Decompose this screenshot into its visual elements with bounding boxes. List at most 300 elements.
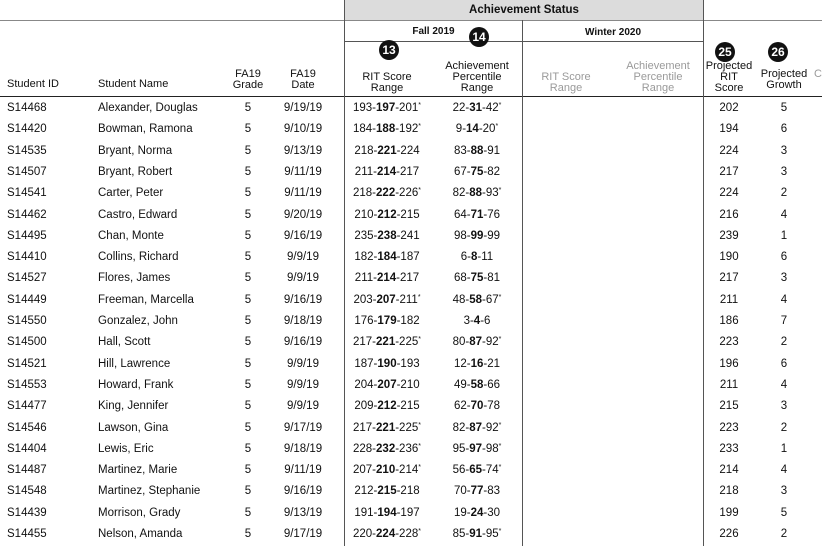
percentile-range-cell-high: -74 [482,464,499,476]
student-id-cell: S14404 [7,443,47,455]
percentile-range-cell-high: -78 [483,400,501,412]
rit-range-cell-mid: 212 [377,400,397,412]
percentile-range-cell-low: 6- [460,251,472,263]
projected-growth-cell: 2 [780,422,788,434]
col-winter-rit-range [526,72,606,94]
rit-range-cell-mid: 207 [377,379,397,391]
rit-range-cell-mid: 214 [376,166,397,178]
rit-range-cell-high: -241 [396,230,420,242]
rit-range-cell-high: -218 [396,485,420,497]
grade-cell: 5 [244,443,252,455]
col-fall-rit-line2: Range [370,82,404,94]
col-student-name: Student Name [98,78,169,90]
rit-range-cell-high: -192 [395,123,419,135]
student-id-cell: S14527 [7,272,47,284]
percentile-range-cell-mid: 71 [470,209,484,221]
percentile-range-cell-low: 64- [453,209,471,221]
col-fall-pct-range [435,61,519,94]
percentile-range-cell-flag: * [498,422,502,429]
percentile-range-cell-low: 82- [452,422,470,434]
percentile-range-cell-mid: 75 [470,166,484,178]
student-name-cell: Howard, Frank [98,379,174,391]
percentile-range-cell-low: 68- [453,272,471,284]
projected-growth-cell: 2 [780,528,788,540]
rit-range-cell-low: 217- [353,336,377,348]
rit-range-cell-mid: 212 [377,209,397,221]
percentile-range-cell-mid: 99 [470,230,484,242]
percentile-range-cell-high: -91 [483,145,501,157]
rit-range-cell-high: -225 [395,336,419,348]
percentile-range-cell-low: 80- [452,336,470,348]
projected-rit-cell: 233 [719,443,739,455]
student-id-cell: S14541 [7,187,47,199]
student-id-cell: S14500 [7,336,47,348]
date-cell: 9/13/19 [283,507,323,519]
col-fall-pct-line2: Percentile [452,71,502,83]
rit-range-cell-high: -215 [396,400,420,412]
student-name-cell: Hall, Scott [98,336,151,348]
rit-range-cell-mid: 238 [377,230,397,242]
term-divider-line [345,41,703,42]
date-cell: 9/18/19 [283,315,323,327]
student-name-cell: Gonzalez, John [98,315,178,327]
grade-cell: 5 [244,336,252,348]
grade-cell: 5 [244,485,252,497]
rit-range-cell-low: 184- [353,123,377,135]
projected-growth-cell: 3 [780,272,788,284]
col-grade-line2: Grade [232,79,264,91]
projected-rit-cell: 224 [719,145,739,157]
rit-range-cell [347,463,427,477]
grade-cell: 5 [244,358,252,370]
percentile-range-cell-mid: 88 [470,145,484,157]
projected-growth-cell: 6 [780,358,788,370]
rit-range-cell-low: 211- [354,166,377,178]
percentile-range-cell-flag: * [495,123,499,130]
projected-rit-cell: 190 [719,251,739,263]
student-name-cell: Bryant, Robert [98,166,173,178]
date-cell: 9/9/19 [287,272,319,284]
projected-rit-cell: 211 [719,294,739,306]
percentile-range-cell-high: -82 [483,166,501,178]
student-id-cell: S14487 [7,464,47,476]
col-projected-rit [704,61,754,94]
achievement-status-title: Achievement Status [469,4,579,16]
percentile-range-cell-flag: * [498,528,502,535]
rit-range-cell-flag: * [418,102,421,109]
rit-range-cell-low: 220- [353,528,377,540]
rit-range-cell-high: -197 [396,507,420,519]
student-id-cell: S14462 [7,209,47,221]
student-id-cell: S14521 [7,358,47,370]
percentile-range-cell-mid: 77 [470,485,484,497]
grade-cell: 5 [244,528,252,540]
badge-25: 25 [715,42,735,62]
date-cell: 9/16/19 [283,485,323,497]
date-cell: 9/19/19 [283,102,323,114]
date-cell: 9/10/19 [283,123,323,135]
student-name-cell: Martinez, Marie [98,464,178,476]
student-name-cell: Martinez, Stephanie [98,485,201,497]
rit-range-cell-high: -228 [395,528,419,540]
rit-range-cell-mid: 232 [376,443,396,455]
percentile-range-cell-low: 83- [453,145,471,157]
student-id-cell: S14449 [7,294,47,306]
col-cutoff-letter: C [814,68,822,80]
projected-rit-cell: 196 [719,358,739,370]
date-cell: 9/9/19 [287,400,319,412]
percentile-range-cell-flag: * [498,187,502,194]
rit-range-cell-flag: * [417,294,421,301]
percentile-range-cell-flag: * [498,294,502,301]
rit-range-cell [347,144,427,158]
student-name-cell: Bowman, Ramona [98,123,193,135]
rit-range-cell-high: -226 [395,187,419,199]
rit-range-cell [347,271,427,285]
rit-range-cell-high: -224 [396,145,420,157]
percentile-range-cell-low: 82- [452,187,470,199]
rit-range-cell-low: 212- [354,485,378,497]
student-id-cell: S14546 [7,422,47,434]
percentile-range-cell-high: -21 [483,358,501,370]
projected-rit-cell: 226 [719,528,739,540]
percentile-range-cell-high: -66 [483,379,501,391]
fall-winter-divider [522,20,523,546]
percentile-range-cell-high: -95 [482,528,499,540]
student-name-cell: Nelson, Amanda [98,528,183,540]
percentile-range-cell-high: -11 [477,251,494,263]
rit-range-cell-mid: 214 [376,272,397,284]
student-id-cell: S14420 [7,123,47,135]
student-name-cell: Collins, Richard [98,251,179,263]
percentile-range-cell-mid: 87 [469,422,483,434]
rit-range-cell [347,293,427,307]
col-fall-pct-line1: Achievement [445,60,509,72]
projected-growth-cell: 1 [780,443,788,455]
col-grade-line1: FA19 [235,68,261,80]
student-id-cell: S14548 [7,485,47,497]
percentile-range-cell [435,314,519,328]
student-id-cell: S14495 [7,230,47,242]
date-cell: 9/16/19 [283,294,323,306]
rit-range-cell-high: -217 [396,272,420,284]
student-name-cell: Bryant, Norma [98,145,173,157]
percentile-range-cell-mid: 87 [469,336,483,348]
date-cell: 9/9/19 [287,379,319,391]
grade-cell: 5 [244,294,252,306]
col-projected-growth [758,69,810,91]
rit-range-cell [347,335,427,349]
rit-range-cell [347,314,427,328]
col-proj-growth-line1: Projected [760,68,808,80]
rit-range-cell-flag: * [418,187,421,194]
percentile-range-cell [435,484,519,498]
rit-range-cell-low: 217- [353,422,377,434]
percentile-range-cell [435,165,519,179]
percentile-range-cell-mid: 24 [470,507,484,519]
projected-rit-cell: 194 [719,123,739,135]
grade-cell: 5 [244,507,252,519]
rit-range-cell-mid: 188 [376,123,396,135]
rit-range-cell [347,399,427,413]
rit-range-cell [347,357,427,371]
rit-range-cell [347,101,427,115]
date-cell: 9/16/19 [283,230,323,242]
student-name-cell: Castro, Edward [98,209,178,221]
col-fall-pct-line3: Range [460,82,494,94]
rit-range-cell [347,208,427,222]
col-fa19-date [281,69,325,91]
header-bottom-line [0,96,822,97]
percentile-range-cell-low: 22- [452,102,470,114]
projected-growth-cell: 1 [780,230,788,242]
rit-range-cell-flag: * [418,336,421,343]
header-top-line [0,20,822,21]
percentile-range-cell-mid: 4 [473,315,481,327]
percentile-range-cell-low: 48- [452,294,470,306]
date-cell: 9/17/19 [283,528,323,540]
percentile-range-cell-mid: 16 [470,358,484,370]
percentile-range-cell-low: 70- [453,485,471,497]
student-id-cell: S14455 [7,528,47,540]
percentile-range-cell [435,186,519,200]
col-winter-rit-line2: Range [549,82,583,94]
projected-growth-cell: 6 [780,123,788,135]
percentile-range-cell-low: 98- [453,230,471,242]
rit-range-cell-low: 191- [354,507,378,519]
projected-rit-cell: 211 [719,379,739,391]
grade-cell: 5 [244,422,252,434]
col-fall-rit-line1: RIT Score [362,71,412,83]
projected-rit-cell: 217 [719,166,739,178]
projected-rit-cell: 239 [719,230,739,242]
percentile-range-cell-high: -42 [482,102,499,114]
projected-growth-cell: 4 [780,294,788,306]
percentile-range-cell [435,399,519,413]
col-student-id: Student ID [7,78,59,90]
grade-cell: 5 [244,145,252,157]
col-winter-pct-range [616,61,700,94]
rit-range-cell-high: -214 [395,464,419,476]
rit-range-cell [347,506,427,520]
student-id-cell: S14550 [7,315,47,327]
grade-cell: 5 [244,102,252,114]
percentile-range-cell-high: -92 [482,336,499,348]
rit-range-cell [347,250,427,264]
rit-range-cell-mid: 179 [377,315,397,327]
col-fall-rit-range [347,72,427,94]
projected-growth-cell: 2 [780,187,788,199]
percentile-range-cell-mid: 97 [469,443,483,455]
col-date-line1: FA19 [290,68,316,80]
projected-rit-cell: 224 [719,187,739,199]
percentile-range-cell-mid: 91 [469,528,483,540]
projected-rit-cell: 214 [719,464,739,476]
projected-rit-cell: 223 [719,422,739,434]
rit-range-cell-mid: 222 [376,187,396,199]
rit-range-cell-mid: 194 [377,507,397,519]
date-cell: 9/18/19 [283,443,323,455]
percentile-range-cell-mid: 70 [470,400,484,412]
projected-growth-cell: 5 [780,102,788,114]
student-name-cell: Alexander, Douglas [98,102,198,114]
rit-range-cell-mid: 221 [377,145,397,157]
rit-range-cell-mid: 215 [377,485,397,497]
projected-rit-cell: 223 [719,336,739,348]
col-winter-rit-line1: RIT Score [541,71,591,83]
projected-growth-cell: 7 [780,315,788,327]
student-name-cell: King, Jennifer [98,400,169,412]
date-cell: 9/17/19 [283,422,323,434]
student-id-cell: S14468 [7,102,47,114]
grade-cell: 5 [244,315,252,327]
student-name-cell: Carter, Peter [98,187,164,199]
rit-range-cell-mid: 190 [377,358,397,370]
percentile-range-cell [435,122,519,136]
percentile-range-cell-high: -20 [478,123,496,135]
percentile-range-cell [435,208,519,222]
rit-range-cell-low: 176- [354,315,378,327]
rit-range-cell-low: 235- [354,230,378,242]
badge-26: 26 [768,42,788,62]
date-cell: 9/11/19 [284,187,322,199]
rit-range-cell-high: -182 [396,315,420,327]
percentile-range-cell-high: -98 [482,443,499,455]
rit-range-cell-low: 182- [354,251,378,263]
rit-range-cell-flag: * [418,123,421,130]
rit-range-cell-flag: * [418,528,421,535]
rit-range-cell-mid: 224 [376,528,396,540]
student-id-cell: S14439 [7,507,47,519]
rit-range-cell-high: -210 [396,379,420,391]
rit-range-cell-low: 211- [354,272,377,284]
fall-2019-label: Fall 2019 [412,26,455,37]
percentile-range-cell-high: -93 [482,187,499,199]
percentile-range-cell [435,527,519,541]
projected-growth-cell: 3 [780,485,788,497]
student-id-cell: S14507 [7,166,47,178]
percentile-range-cell [435,506,519,520]
rit-range-cell-high: -193 [396,358,420,370]
projected-growth-cell: 5 [780,507,788,519]
percentile-range-cell-low: 19- [453,507,471,519]
rit-range-cell-high: -201 [395,102,419,114]
grade-cell: 5 [244,209,252,221]
date-cell: 9/11/19 [284,464,322,476]
date-cell: 9/16/19 [283,336,323,348]
rit-range-cell-mid: 184 [377,251,397,263]
projected-rit-cell: 218 [719,485,739,497]
percentile-range-cell [435,293,519,307]
rit-range-cell-high: -187 [396,251,420,263]
rit-range-cell [347,229,427,243]
rit-range-cell-high: -211 [395,294,418,306]
rit-range-cell-low: 187- [354,358,378,370]
rit-range-cell [347,421,427,435]
rit-range-cell-low: 204- [354,379,378,391]
rit-range-cell-mid: 221 [376,422,396,434]
rit-range-cell-flag: * [418,422,421,429]
rit-range-cell [347,378,427,392]
projected-rit-cell: 216 [719,209,739,221]
projected-rit-cell: 202 [719,102,739,114]
percentile-range-cell-mid: 88 [469,187,483,199]
percentile-range-cell-high: -6 [480,315,491,327]
percentile-range-cell-mid: 14 [466,123,479,135]
grade-cell: 5 [244,464,252,476]
percentile-range-cell-flag: * [498,464,502,471]
percentile-range-cell-low: 3- [463,315,474,327]
rit-range-cell-low: 218- [354,145,378,157]
percentile-range-cell-flag: * [498,336,502,343]
percentile-range-cell-low: 85- [452,528,470,540]
percentile-range-cell-high: -81 [483,272,501,284]
col-winter-pct-line1: Achievement [626,60,690,72]
percentile-range-cell-high: -30 [483,507,501,519]
rit-range-cell-flag: * [418,443,421,450]
col-winter-pct-line2: Percentile [633,71,683,83]
grade-cell: 5 [244,251,252,263]
percentile-range-cell-high: -76 [483,209,501,221]
percentile-range-cell [435,250,519,264]
student-name-cell: Morrison, Grady [98,507,181,519]
rit-range-cell [347,527,427,541]
student-name-cell: Freeman, Marcella [98,294,194,306]
rit-range-cell-low: 218- [353,187,377,199]
rit-range-cell [347,484,427,498]
percentile-range-cell-mid: 8 [471,251,478,263]
percentile-range-cell [435,229,519,243]
rit-range-cell-low: 203- [353,294,377,306]
rit-range-cell [347,122,427,136]
projected-growth-cell: 3 [780,166,788,178]
projected-rit-cell: 186 [719,315,739,327]
percentile-range-cell [435,463,519,477]
projected-rit-cell: 215 [719,400,739,412]
grade-cell: 5 [244,379,252,391]
student-name-cell: Flores, James [98,272,171,284]
percentile-range-cell-low: 62- [453,400,471,412]
student-name-cell: Hill, Lawrence [98,358,171,370]
rit-range-cell-high: -225 [395,422,419,434]
grade-cell: 5 [244,166,252,178]
rit-range-cell-mid: 210 [376,464,396,476]
fall-left-line [344,0,345,546]
percentile-range-cell-low: 56- [452,464,470,476]
student-id-cell: S14553 [7,379,47,391]
col-proj-rit-line2: RIT [720,71,738,83]
percentile-range-cell-low: 12- [453,358,471,370]
percentile-range-cell-mid: 75 [470,272,484,284]
date-cell: 9/9/19 [287,251,319,263]
percentile-range-cell-high: -92 [482,422,499,434]
rit-range-cell-low: 209- [354,400,378,412]
student-name-cell: Chan, Monte [98,230,164,242]
rit-range-cell [347,165,427,179]
percentile-range-cell [435,271,519,285]
student-id-cell: S14410 [7,251,47,263]
percentile-range-cell-low: 9- [455,123,467,135]
percentile-range-cell-mid: 65 [469,464,483,476]
percentile-range-cell-low: 49- [453,379,471,391]
rit-range-cell-high: -236 [395,443,419,455]
col-proj-rit-line1: Projected [705,60,753,72]
badge-14: 14 [469,27,489,47]
grade-cell: 5 [244,272,252,284]
rit-range-cell-flag: * [418,464,421,471]
rit-range-cell-high: -215 [396,209,420,221]
percentile-range-cell [435,335,519,349]
